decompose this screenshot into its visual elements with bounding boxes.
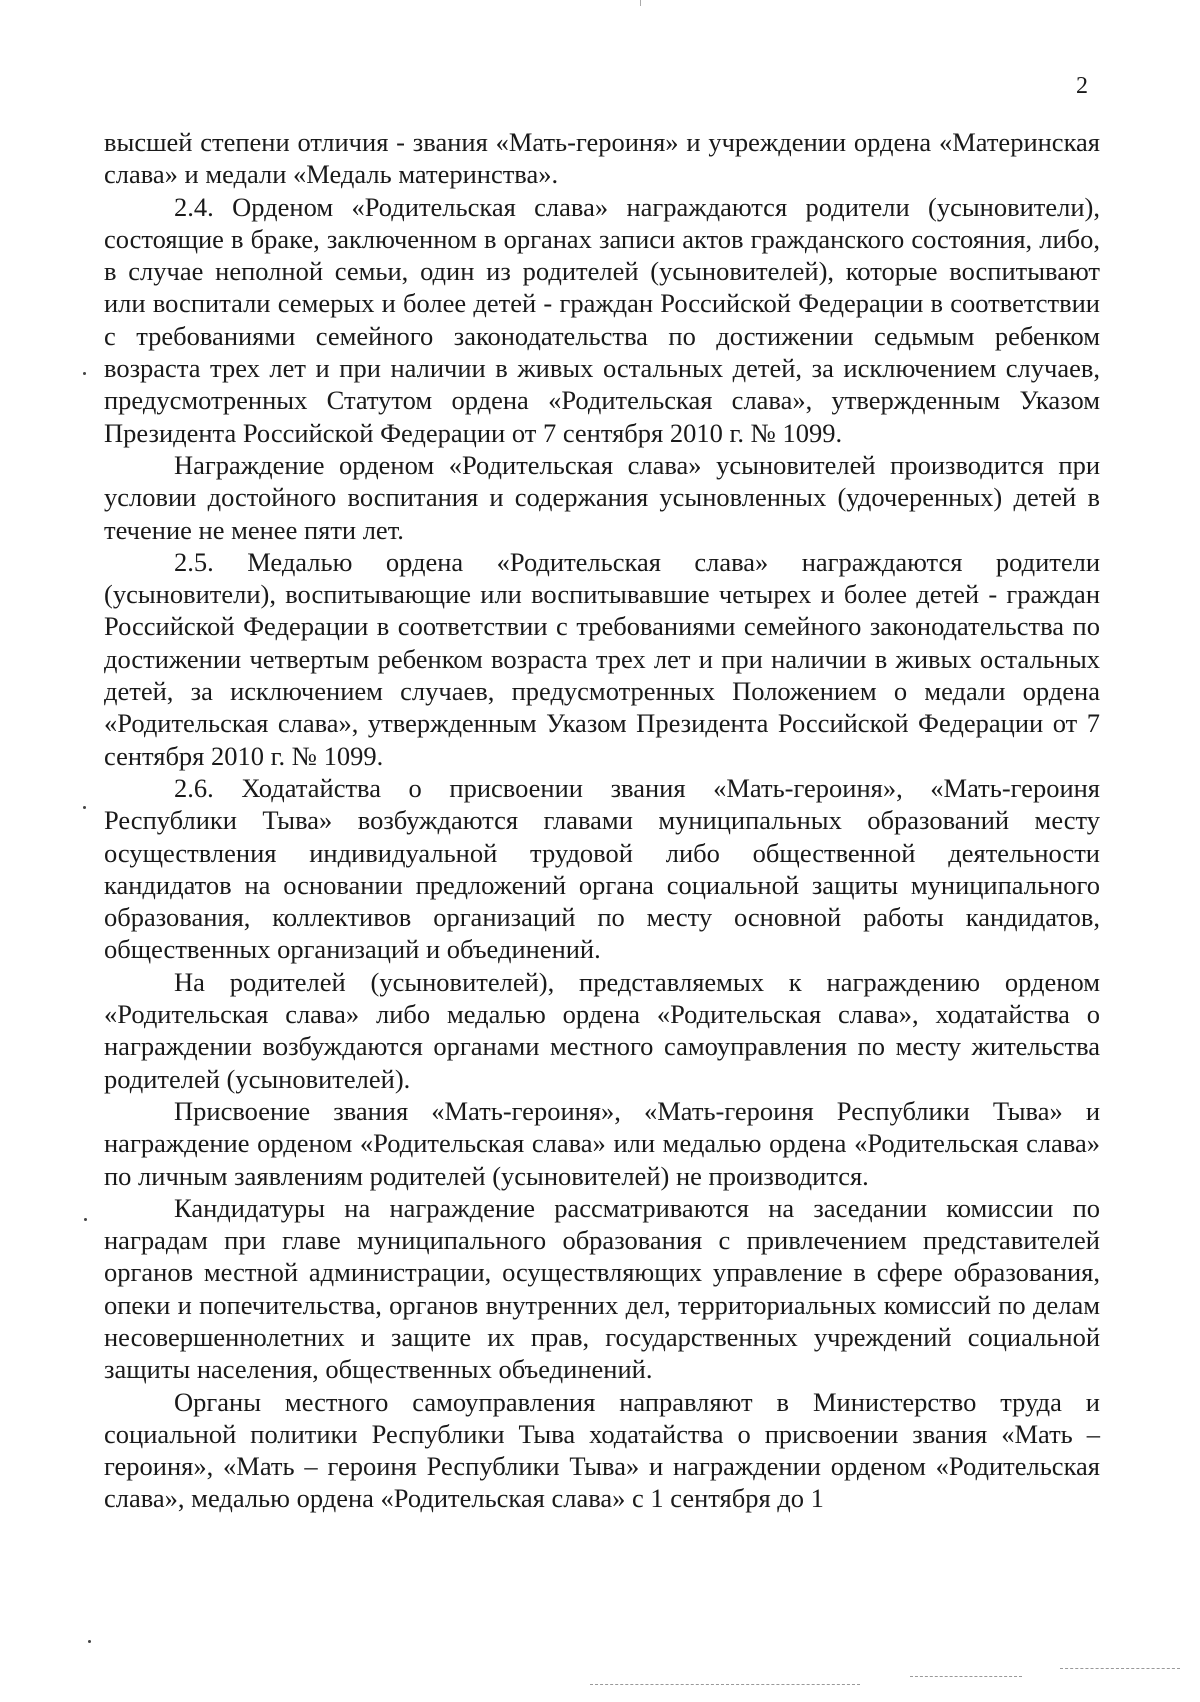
paragraph-commission-review: Кандидатуры на награждение рассматриваются на заседании комиссии по наградам при главе муниципального образования с привлечением представителей органов местной администрации, осуществляющих управление в сфере образования, опеки и попечительства, органов внутренних дел, территориальных комиссий по делам несовершеннолетних и защите их прав, государственных учреждений социальной защиты населения, общественных объединений. [104,1192,1100,1385]
scan-speck [84,1218,87,1221]
scan-artifact-top-tick [640,0,641,6]
scan-artifact-bottom-line [1060,1668,1180,1669]
paragraph-ministry-submission: Органы местного самоуправления направляют в Министерство труда и социальной политики Республики Тыва ходатайства о присвоении звания «Мать – героиня», «Мать – героиня Республики Тыва» и награждении орденом «Родительская слава», медалью ордена «Родительская слава» с 1 сентября до 1 [104,1386,1100,1514]
paragraph-2-5-medal: 2.5. Медалью ордена «Родительская слава» награждаются родители (усыновители), воспитывающие или воспитывавшие четырех и более детей - граждан Российской Федерации в соответствии с требованиями семейного законодательства по достижении четвертым ребенком возраста трех лет и при наличии в живых остальных детей, за исключением случаев, предусмотренных Положением о медали ордена «Родительская слава», утвержденным Указом Президента Российской Федерации от 7 сентября 2010 г. № 1099. [104,546,1100,771]
scan-artifact-bottom-line [910,1676,1022,1677]
scan-speck [83,806,86,809]
page-number: 2 [1076,73,1088,99]
paragraph-continuation: высшей степени отличия - звания «Мать-героиня» и учреждении ордена «Материнская слава» и медали «Медаль материнства». [104,127,1100,190]
scan-speck [88,1640,91,1643]
document-body [104,126,1100,1515]
paragraph-adoptive-parents-award: Награждение орденом «Родительская слава» усыновителей производится при условии достойного воспитания и содержания усыновленных (удочеренных) детей в течение не менее пяти лет. [104,449,1100,545]
scan-speck [83,372,86,375]
scan-artifact-bottom-line [590,1684,860,1685]
paragraph-2-6-petitions: 2.6. Ходатайства о присвоении звания «Мать-героиня», «Мать-героиня Республики Тыва» возбуждаются главами муниципальных образований месту осуществления индивидуальной трудовой либо общественной деятельности кандидатов на основании предложений органа социальной защиты муниципального образования, коллективов организаций по месту основной работы кандидатов, общественных организаций и объединений. [104,772,1100,965]
paragraph-no-personal-applications: Присвоение звания «Мать-героиня», «Мать-героиня Республики Тыва» и награждение орденом «Родительская слава» или медалью ордена «Родительская слава» по личным заявлениям родителей (усыновителей) не производится. [104,1095,1100,1191]
paragraph-petitions-local-government: На родителей (усыновителей), представляемых к награждению орденом «Родительская слава» либо медалью ордена «Родительская слава», ходатайства о награждении возбуждаются органами местного самоуправления по месту жительства родителей (усыновителей). [104,966,1100,1094]
paragraph-2-4-order-parental-glory: 2.4. Орденом «Родительская слава» награждаются родители (усыновители), состоящие в браке, заключенном в органах записи актов гражданского состояния, либо, в случае неполной семьи, один из родителей (усыновителей), которые воспитывают или воспитали семерых и более детей - граждан Российской Федерации в соответствии с требованиями семейного законодательства по достижении седьмым ребенком возраста трех лет и при наличии в живых остальных детей, за исключением случаев, предусмотренных Статутом ордена «Родительская слава», утвержденным Указом Президента Российской Федерации от 7 сентября 2010 г. № 1099. [104,191,1100,448]
